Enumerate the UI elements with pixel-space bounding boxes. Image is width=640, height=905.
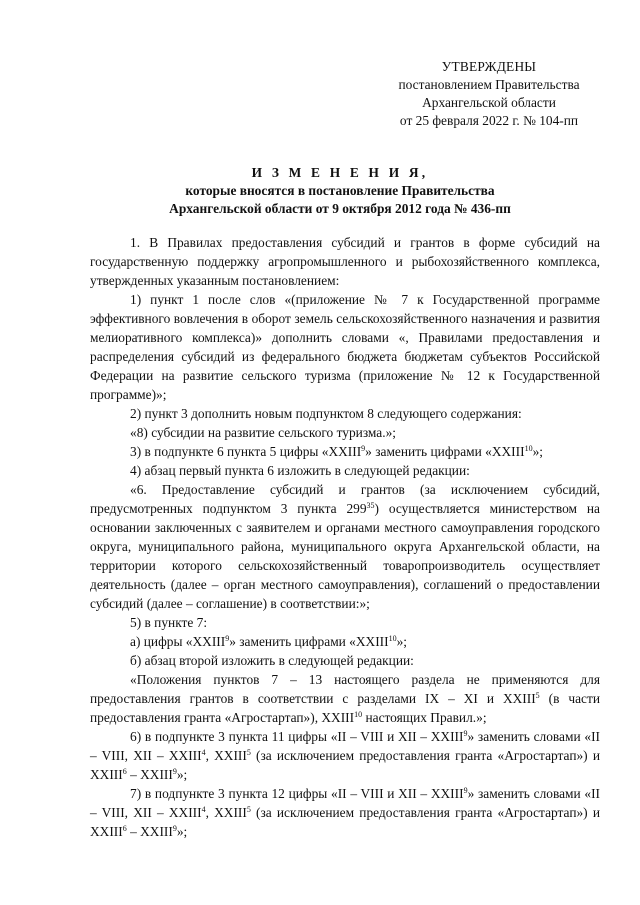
text-segment: а) цифры «XXIII	[130, 634, 226, 649]
superscript: 10	[354, 710, 363, 719]
text-segment: (за исключением предоставления гранта «Агростартап») и XXIII	[90, 805, 600, 839]
superscript: 10	[524, 444, 533, 453]
paragraph-quote-provisions	[90, 670, 600, 727]
superscript: 4	[201, 805, 206, 814]
text-segment: » заменить словами «II – VIII, XII – XXIII	[90, 786, 600, 820]
text-segment: (за исключением предоставления гранта «Агростартап») и XXIII	[90, 748, 600, 782]
approval-line-1: постановлением Правительства	[398, 77, 580, 92]
paragraph-item-7	[90, 784, 600, 841]
superscript: 5	[535, 691, 540, 700]
superscript: 35	[366, 501, 375, 510]
superscript: 9	[463, 729, 468, 738]
text-segment: ) осуществляется министерством на основании заключенных с заявителем и органами местного самоуправления городского округа, муниципального района, муниципального округа Архангельской области, на территории которого сельскохозяйственный товаропроизводитель осуществляет деятельность (далее – орган местного самоуправления), соглашений о предоставлении субсидий (далее – соглашение) в соответствии:»;	[90, 501, 600, 611]
title-line-2: Архангельской области от 9 октября 2012 года № 436-пп	[169, 201, 511, 216]
approval-line-3: от 25 февраля 2022 г. № 104-пп	[399, 113, 579, 128]
superscript: 6	[122, 767, 127, 776]
text-segment: 3) в подпункте 6 пункта 5 цифры «XXIII	[130, 444, 362, 459]
paragraph-quote-6	[90, 480, 600, 613]
superscript: 5	[246, 748, 251, 757]
approval-heading: УТВЕРЖДЕНЫ	[441, 59, 537, 74]
superscript: 4	[201, 748, 206, 757]
paragraph-item-1: 1) пункт 1 после слов «(приложение № 7 к Государственной программе эффективного вовлечения в оборот земель сельскохозяйственного назначения и развития мелиоративного комплекса)» дополнить словами «, Правилами предоставления и распределения субсидий из федерального бюджета бюджетам субъектов Российской Федерации на развитие сельского туризма (приложение № 12 к Государственной программе)»;	[90, 292, 600, 402]
paragraph-item-2: 2) пункт 3 дополнить новым подпунктом 8 следующего содержания:	[130, 406, 522, 421]
superscript: 9	[172, 767, 177, 776]
superscript: 9	[463, 786, 468, 795]
text-segment: , XXIII	[205, 805, 247, 820]
text-segment: , XXIII	[205, 748, 247, 763]
approval-stamp	[378, 58, 600, 130]
document-title	[60, 164, 620, 218]
text-segment: 7) в подпункте 3 пункта 12 цифры «II – VIII и XII – XXIII	[130, 786, 464, 801]
text-segment: (в части предоставления гранта «Агростартап»), XXIII	[90, 691, 601, 725]
paragraph-item-5: 5) в пункте 7:	[130, 615, 208, 630]
superscript: 6	[122, 824, 127, 833]
text-segment: »;	[176, 824, 188, 839]
superscript: 9	[361, 444, 366, 453]
text-segment: » заменить цифрами «XXIII	[365, 444, 525, 459]
paragraph-item-4: 4) абзац первый пункта 6 изложить в следующей редакции:	[130, 463, 470, 478]
document-body	[90, 233, 600, 841]
text-segment: «Положения пунктов 7 – 13 настоящего раздела не применяются для предоставления грантов в соответствии с разделами IX – XI и XXIII	[90, 672, 600, 706]
text-segment: »;	[532, 444, 543, 459]
title-line-1: которые вносятся в постановление Правительства	[185, 183, 495, 198]
superscript: 5	[246, 805, 251, 814]
paragraph-item-6	[90, 727, 600, 784]
paragraph-item-5b: б) абзац второй изложить в следующей редакции:	[130, 653, 414, 668]
superscript: 10	[388, 634, 397, 643]
text-segment: » заменить словами «II – VIII, XII – XXIII	[90, 729, 600, 763]
superscript: 9	[172, 824, 177, 833]
paragraph-1: 1. В Правилах предоставления субсидий и грантов в форме субсидий на государственную поддержку агропромышленного и рыбохозяйственного комплекса, утвержденных указанным постановлением:	[90, 235, 600, 288]
paragraph-quote-8: «8) субсидии на развитие сельского туризма.»;	[130, 425, 397, 440]
text-segment: настоящих Правил.»;	[362, 710, 487, 725]
paragraph-item-5a	[90, 632, 600, 651]
text-segment: – XXIII	[126, 767, 173, 782]
text-segment: »;	[176, 767, 188, 782]
superscript: 9	[225, 634, 230, 643]
approval-line-2: Архангельской области	[422, 95, 556, 110]
text-segment: – XXIII	[126, 824, 173, 839]
text-segment: »;	[396, 634, 408, 649]
paragraph-item-3	[90, 442, 600, 461]
text-segment: 6) в подпункте 3 пункта 11 цифры «II – VIII и XII – XXIII	[130, 729, 464, 744]
text-segment: » заменить цифрами «XXIII	[229, 634, 389, 649]
text-segment: «6. Предоставление субсидий и грантов (за исключением субсидий, предусмотренных подпунктом 3 пункта 299	[90, 482, 600, 516]
title-heading: И З М Е Н Е Н И Я,	[251, 165, 429, 180]
